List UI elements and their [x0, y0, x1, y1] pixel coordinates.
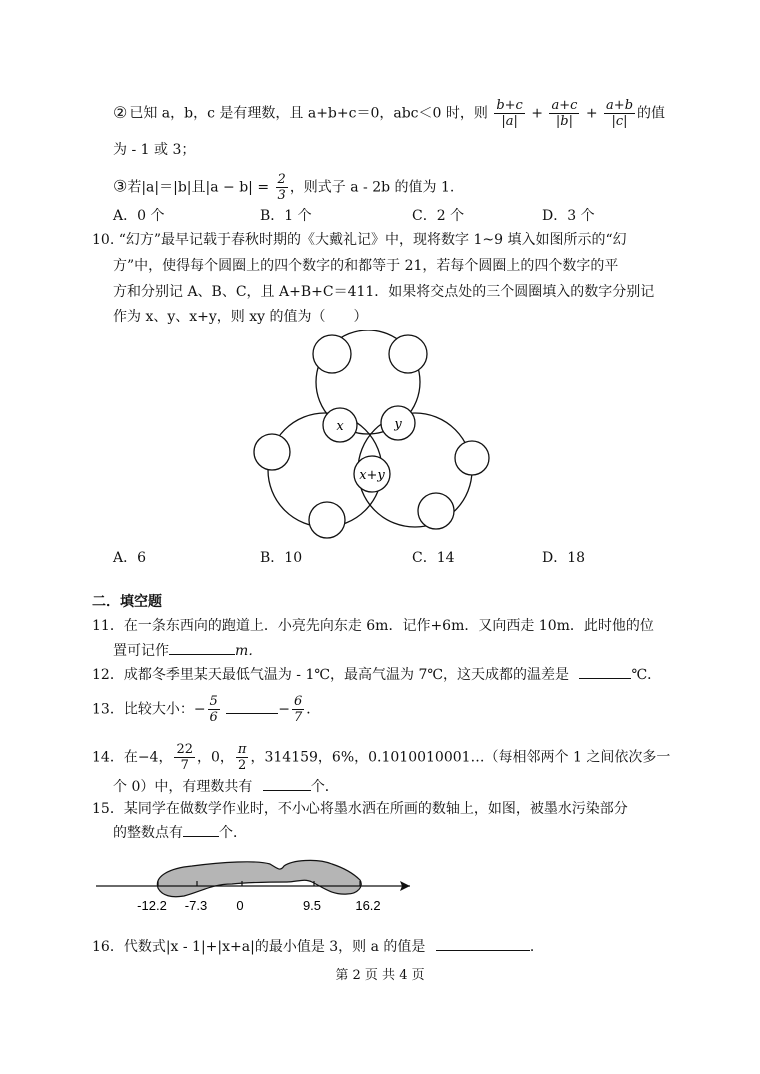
q11-line2: 置可记作 m． [113, 640, 262, 661]
q11-line1: 11．在一条东西向的跑道上．小亮先向东走 6m．记作+6m．又向西走 10m．此时他的位 [92, 618, 654, 634]
q12: 12．成都冬季里某天最低气温为 - 1℃，最高气温为 7℃，这天成都的温差是 ℃． [92, 664, 661, 685]
q9-option-a[interactable]: A．0 个 [113, 208, 165, 224]
q9-statement-3: ③若|a|＝|b|且|a − b| = $\frac{2}{3}$ ，则式子 a - 2b 的值为 1. [113, 172, 455, 203]
q9-option-b[interactable]: B．1 个 [260, 208, 312, 224]
q14-line2: 个 0）中，有理数共有 个． [113, 776, 339, 797]
q10-option-c[interactable]: C．14 [412, 550, 455, 566]
small-circle [418, 493, 454, 529]
small-circle [455, 441, 489, 475]
q9-statement-2-cont: 为 - 1 或 3； [113, 142, 196, 158]
q10-line3: 方和分别记 A、B、C，且 A+B+C＝411．如果将交点处的三个圆圈填入的数字分别记 [113, 284, 655, 300]
answer-blank[interactable] [263, 776, 311, 791]
ink-blot [157, 860, 361, 896]
page-footer: 第 2 页 共 4 页 [335, 968, 425, 983]
q9-option-c[interactable]: C．2 个 [412, 208, 465, 224]
fraction: $\frac{22}{7}$ [176, 742, 193, 773]
q10-line4: 作为 x、y、x+y，则 xy 的值为（ ） [113, 309, 368, 325]
tick-label: -12.2 [137, 898, 167, 913]
q15-line1: 15．某同学在做数学作业时，不小心将墨水洒在所画的数轴上，如图，被墨水污染部分 [92, 801, 628, 817]
answer-blank[interactable] [436, 936, 530, 951]
small-circle [313, 335, 351, 373]
label-x: x [336, 419, 344, 434]
fraction: $\frac{5}{6}$ [209, 694, 218, 725]
fraction: $\frac{a+b}{|c|}$ [606, 98, 634, 129]
q10-option-b[interactable]: B．10 [260, 550, 303, 566]
fraction: $\frac{b+c}{|a|}$ [496, 98, 523, 129]
fraction: $\frac{6}{7}$ [294, 694, 303, 725]
section-heading: 二．填空题 [92, 594, 162, 610]
q10-line1: 10. “幻方”最早记载于春秋时期的《大戴礼记》中，现将数字 1~9 填入如图所示的“幻 [92, 232, 627, 248]
q10-option-a[interactable]: A．6 [113, 550, 147, 566]
q13: 13．比较大小：− $\frac{5}{6}$ − $\frac{6}{7}$ ． [92, 694, 321, 725]
q10-line2: 方”中，使得每个圆圈上的四个数字的和都等于 21，若每个圆圈上的四个数字的平 [113, 258, 619, 274]
label-y: y [394, 417, 402, 432]
q16: 16．代数式|x - 1|+|x+a|的最小值是 3，则 a 的值是 ． [92, 936, 544, 957]
small-circle [389, 335, 427, 373]
magic-circles-diagram [250, 330, 490, 545]
tick-label: -7.3 [184, 898, 208, 913]
answer-blank[interactable] [169, 640, 235, 655]
answer-blank[interactable] [183, 822, 219, 837]
small-circle [309, 502, 345, 538]
tick-label: 9.5 [302, 898, 322, 913]
q10-option-d[interactable]: D．18 [542, 550, 586, 566]
q14-line1: 14．在−4， $\frac{22}{7}$ ，0， $\frac{\pi}{2}$ ，314159，6%，0.1010010001…（每相邻两个 1 之间依次多一 [92, 742, 671, 773]
fraction: $\frac{2}{3}$ [277, 172, 286, 203]
number-line-figure [92, 852, 422, 918]
answer-blank[interactable] [226, 699, 278, 714]
tick-label: 16.2 [355, 898, 381, 913]
q9-statement-2: ② 已知 a，b，c 是有理数，且 a+b+c＝0，abc＜0 时，则 $\frac{b+c}{|a|}$ + $\frac{a+c}{|b|}$ + $\frac{a+b}{|c|}$ 的值 [113, 98, 666, 129]
q9-option-d[interactable]: D．3 个 [542, 208, 595, 224]
circle-number-2: ② [113, 102, 128, 122]
small-circle [254, 434, 290, 470]
q15-line2: 的整数点有 个． [113, 822, 247, 843]
tick-label: 0 [236, 898, 244, 913]
fraction: $\frac{a+c}{|b|}$ [551, 98, 578, 129]
label-x-plus-y: x+y [359, 468, 385, 483]
fraction: $\frac{\pi}{2}$ [237, 742, 247, 773]
answer-blank[interactable] [579, 664, 631, 679]
